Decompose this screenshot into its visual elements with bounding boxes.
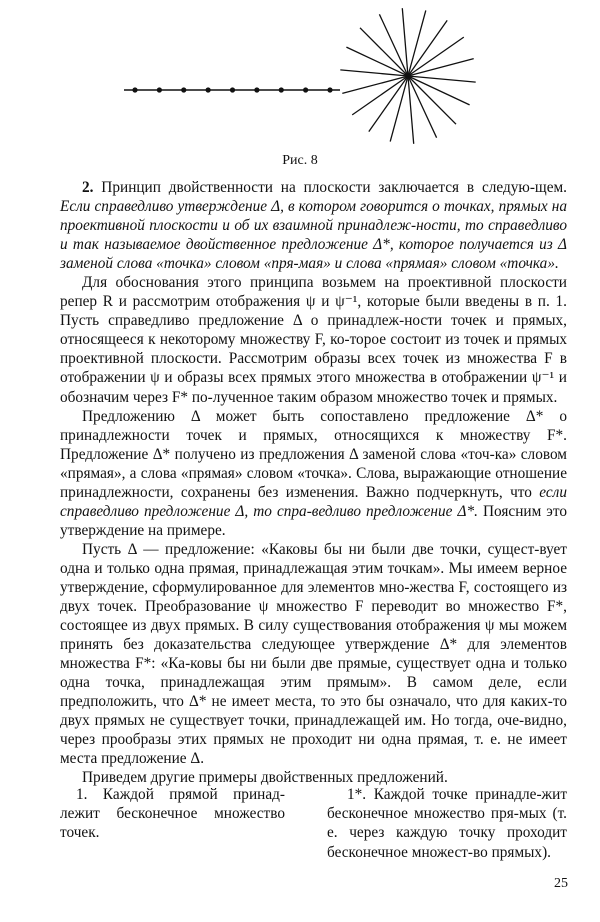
paragraph-1-intro: Принцип двойственности на плоскости заключается в следую-щем. bbox=[93, 179, 567, 196]
page-number: 25 bbox=[554, 876, 568, 891]
point bbox=[181, 87, 186, 92]
paragraph-2: Для обоснования этого принципа возьмем на проективной плоскости репер R и рассмотрим отображения ψ и ψ⁻¹, которые были введены в п. 1. Пусть справедливо предложение Δ о принадлеж-ности точек и прямых, относящееся к некоторому множеству F, ко-торое состоит из точек и прямых проективной плоскости. Рассмотрим образы всех точек из множества F в отображении ψ и образы всех прямых этого множества в отображении ψ⁻¹ и обозначим через F* по-лученное таким образом множество точек и прямых. bbox=[60, 274, 567, 406]
point bbox=[157, 87, 162, 92]
example-1-dual: 1*. Каждой точке принадле-жит бесконечное множество пря-мых (т. е. через каждую точку проходит бесконечное множест-во прямых). bbox=[327, 786, 567, 861]
line-pencil-drawing bbox=[340, 8, 475, 144]
point bbox=[327, 87, 332, 92]
pencil-line bbox=[360, 28, 408, 76]
paragraph-5: Приведем другие примеры двойственных предложений. bbox=[82, 769, 448, 787]
figure-caption: Рис. 8 bbox=[282, 153, 318, 168]
paragraph-1-statement: Если справедливо утверждение Δ, в котором говорится о точках, прямых на проективной плоскости и об их взаимной принадлеж-ности, то справедливо и так называемое двойственное предложение Δ*, которое получается из Δ заменой слова «точка» словом «пря-мая» и слова «прямая» словом «точка». bbox=[60, 198, 567, 273]
pencil-line bbox=[408, 76, 456, 124]
paragraph-4: Пусть Δ — предложение: «Каковы бы ни были две точки, сущест-вует одна и только одна прямая, принадлежащая этим точкам». Мы имеем верное утверждение, сформулированное для элементов мно-жества F, состоящего из двух точек. Преобразование ψ множество F переводит во множество F*, состоящее из двух прямых. В силу существования отображения ψ мы можем принять без доказательства следующее утверждение Δ* для элементов множества F*: «Ка-ковы бы ни были две прямые, существует одна и только одна точка, принадлежащая этим прямым». В самом деле, если предположить, что Δ* не имеет места, то это бы означало, что для каких-то двух прямых не существует точки, принадлежащей им. Но тогда, оче-видно, через прообразы этих прямых не проходит ни одна прямая, т. е. не имеет места предложение Δ. bbox=[60, 540, 567, 768]
example-1: 1. Каждой прямой принад-лежит бесконечное множество точек. bbox=[60, 786, 285, 842]
point bbox=[230, 87, 235, 92]
point bbox=[303, 87, 308, 92]
point bbox=[206, 87, 211, 92]
paragraph-3-text-a: Предложению Δ может быть сопоставлено предложение Δ* о принадлежности точек и прямых, относящихся к множеству F*. Предложение Δ* получено из предложения Δ заменой слова «точ-ка» словом «прямая», а слова «прямая» словом «точка». Слова, выражающие отношение принадлежности, сохранены без изменения. Важно подчеркнуть, что bbox=[60, 407, 567, 501]
point bbox=[132, 87, 137, 92]
main-text bbox=[60, 178, 567, 788]
paragraph-duality-principle bbox=[60, 178, 567, 273]
figure-8 bbox=[0, 0, 600, 190]
paragraph-3-text-b: Поясним это утверждение на примере. bbox=[60, 502, 567, 539]
point bbox=[279, 87, 284, 92]
collinear-points-drawing bbox=[124, 87, 340, 92]
paragraph-3 bbox=[60, 407, 567, 540]
section-number: 2. bbox=[82, 179, 94, 196]
paragraph-3-emphasis: если справедливо предложение Δ, то спра-ведливо предложение Δ*. bbox=[60, 483, 567, 520]
point bbox=[254, 87, 259, 92]
